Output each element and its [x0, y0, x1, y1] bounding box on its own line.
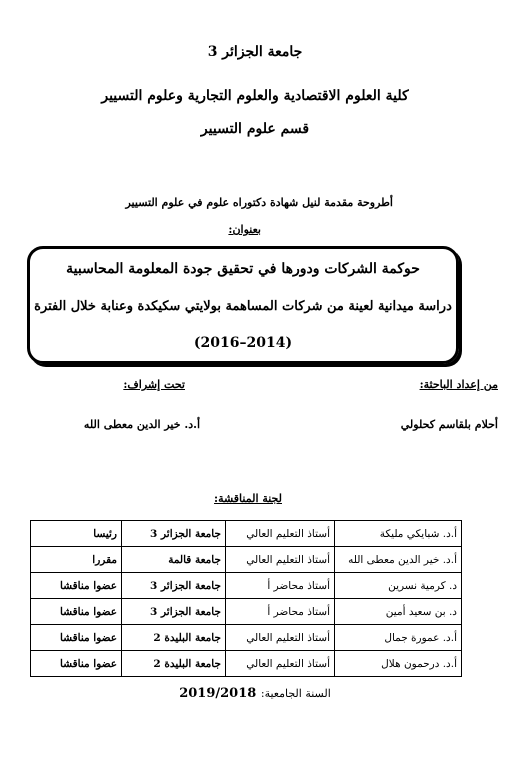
year-label: السنة الجامعية:: [260, 687, 331, 700]
member-role: مقررا: [31, 547, 122, 573]
thesis-title-line2: دراسة ميدانية لعينة من شركات المساهمة بولايتي سكيكدة وعنابة خلال الفترة: [34, 299, 452, 314]
student-name: أحلام بلقاسم كحلولي: [400, 418, 498, 431]
member-role: عضوا مناقشا: [31, 573, 122, 599]
thesis-title-line1: حوكمة الشركات ودورها في تحقيق جودة المعلومة المحاسبية: [66, 261, 420, 277]
department-name: قسم علوم التسيير: [200, 121, 310, 137]
member-name: د. كرمية نسرين: [335, 573, 462, 599]
academic-year: [0, 686, 510, 701]
member-rank: أستاذ التعليم العالي: [226, 521, 335, 547]
member-rank: أستاذ التعليم العالي: [226, 625, 335, 651]
table-row: [31, 547, 462, 573]
member-rank: أستاذ محاضر أ: [226, 573, 335, 599]
table-row: [31, 625, 462, 651]
year-value: 2019/2018: [179, 686, 257, 701]
member-university: جامعة الجزائر 3: [122, 573, 226, 599]
thesis-title-line3: (2014–2016): [193, 335, 293, 351]
supervisor-label: تحت إشراف:: [123, 378, 185, 391]
table-row: [31, 651, 462, 677]
member-role: رئيسا: [31, 521, 122, 547]
student-label: من إعداد الباحثة:: [419, 378, 498, 391]
member-name: أ.د. عمورة جمال: [335, 625, 462, 651]
committee-table: [30, 520, 462, 677]
thesis-intro: أطروحة مقدمة لنيل شهادة دكتوراه علوم في علوم التسيير: [125, 196, 393, 209]
title-box: [27, 246, 459, 364]
member-university: جامعة قالمة: [122, 547, 226, 573]
member-name: أ.د. خير الدين معطى الله: [335, 547, 462, 573]
member-university: جامعة البليدة 2: [122, 651, 226, 677]
member-university: جامعة الجزائر 3: [122, 599, 226, 625]
member-university: جامعة الجزائر 3: [122, 521, 226, 547]
faculty-name: كلية العلوم الاقتصادية والعلوم التجارية وعلوم التسيير: [101, 88, 409, 104]
table-row: [31, 573, 462, 599]
university-name: جامعة الجزائر 3: [207, 44, 303, 60]
member-university: جامعة البليدة 2: [122, 625, 226, 651]
member-rank: أستاذ محاضر أ: [226, 599, 335, 625]
member-rank: أستاذ التعليم العالي: [226, 651, 335, 677]
member-name: د. بن سعيد أمين: [335, 599, 462, 625]
member-role: عضوا مناقشا: [31, 651, 122, 677]
member-role: عضوا مناقشا: [31, 599, 122, 625]
member-rank: أستاذ التعليم العالي: [226, 547, 335, 573]
committee-label: لجنة المناقشة:: [214, 492, 282, 505]
table-row: [31, 521, 462, 547]
member-role: عضوا مناقشا: [31, 625, 122, 651]
member-name: أ.د. شبايكي مليكة: [335, 521, 462, 547]
member-name: أ.د. درحمون هلال: [335, 651, 462, 677]
title-label: بعنوان:: [228, 223, 261, 236]
supervisor-name: أ.د. خير الدين معطى الله: [83, 418, 200, 431]
table-row: [31, 599, 462, 625]
